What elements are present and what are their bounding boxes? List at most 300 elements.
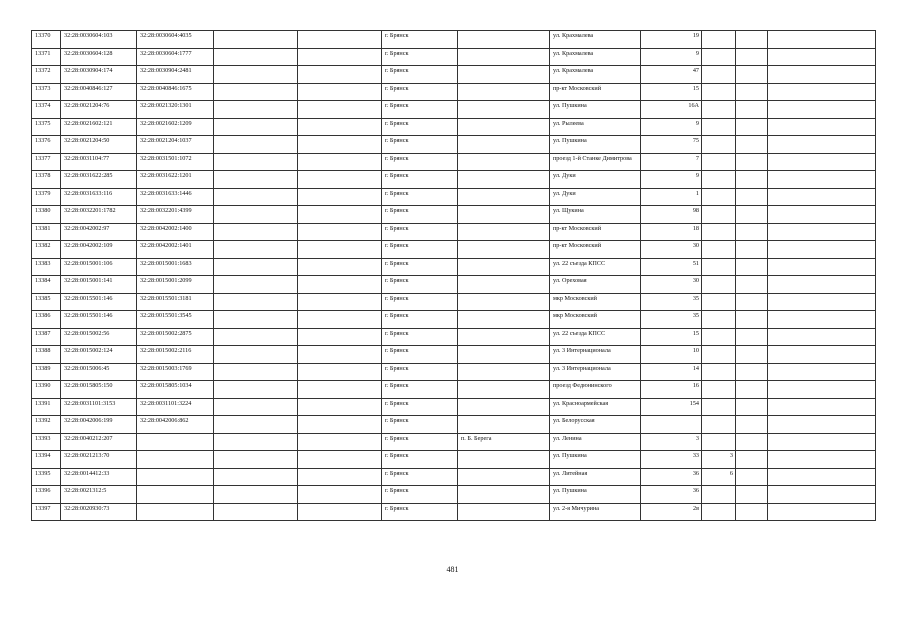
table-row <box>32 346 876 364</box>
empty-cell <box>736 451 768 469</box>
apartment-cell <box>702 311 736 329</box>
table-row <box>32 241 876 259</box>
street-cell: ул. Ленина <box>550 433 641 451</box>
building-number-cell: 32:28:0030604:4035 <box>137 31 214 49</box>
city-cell: г. Брянск <box>382 328 458 346</box>
street-cell: ул. 3 Интернационала <box>550 363 641 381</box>
empty-cell <box>768 31 876 49</box>
street-cell: ул. Дуки <box>550 171 641 189</box>
table-row <box>32 66 876 84</box>
house-number-cell: 1 <box>641 188 702 206</box>
table-row <box>32 398 876 416</box>
cadastral-number-cell: 32:28:0040212:207 <box>61 433 137 451</box>
city-cell: г. Брянск <box>382 153 458 171</box>
empty-cell <box>298 398 382 416</box>
record-number-cell: 13393 <box>32 433 61 451</box>
house-number-cell: 7 <box>641 153 702 171</box>
table-row <box>32 381 876 399</box>
building-number-cell: 32:28:0030604:1777 <box>137 48 214 66</box>
street-cell: ул. Дуки <box>550 188 641 206</box>
apartment-cell <box>702 416 736 434</box>
apartment-cell <box>702 346 736 364</box>
settlement-cell: п. Б. Берега <box>458 433 550 451</box>
apartment-cell <box>702 188 736 206</box>
cadastral-number-cell: 32:28:0042002:109 <box>61 241 137 259</box>
empty-cell <box>736 258 768 276</box>
empty-cell <box>298 276 382 294</box>
cadastral-number-cell: 32:28:0014412:33 <box>61 468 137 486</box>
empty-cell <box>298 486 382 504</box>
empty-cell <box>768 311 876 329</box>
empty-cell <box>768 486 876 504</box>
house-number-cell: 16А <box>641 101 702 119</box>
street-cell: проезд Федюнинского <box>550 381 641 399</box>
building-number-cell <box>137 503 214 521</box>
empty-cell <box>298 503 382 521</box>
house-number-cell: 154 <box>641 398 702 416</box>
city-cell: г. Брянск <box>382 293 458 311</box>
record-number-cell: 13388 <box>32 346 61 364</box>
settlement-cell <box>458 136 550 154</box>
street-cell: ул. Пушкина <box>550 101 641 119</box>
apartment-cell <box>702 31 736 49</box>
empty-cell <box>736 48 768 66</box>
empty-cell <box>298 206 382 224</box>
empty-cell <box>298 223 382 241</box>
cadastral-number-cell: 32:28:0015001:106 <box>61 258 137 276</box>
empty-cell <box>214 206 298 224</box>
empty-cell <box>298 468 382 486</box>
city-cell: г. Брянск <box>382 416 458 434</box>
apartment-cell <box>702 486 736 504</box>
settlement-cell <box>458 503 550 521</box>
building-number-cell <box>137 468 214 486</box>
settlement-cell <box>458 241 550 259</box>
house-number-cell: 30 <box>641 276 702 294</box>
record-number-cell: 13384 <box>32 276 61 294</box>
cadastral-number-cell: 32:28:0021213:70 <box>61 451 137 469</box>
city-cell: г. Брянск <box>382 503 458 521</box>
building-number-cell: 32:28:0042006:862 <box>137 416 214 434</box>
settlement-cell <box>458 48 550 66</box>
house-number-cell: 9 <box>641 48 702 66</box>
empty-cell <box>768 398 876 416</box>
empty-cell <box>736 416 768 434</box>
street-cell: ул. Литейная <box>550 468 641 486</box>
building-number-cell: 32:28:0015002:2875 <box>137 328 214 346</box>
empty-cell <box>214 241 298 259</box>
apartment-cell <box>702 241 736 259</box>
street-cell: мкр Московский <box>550 293 641 311</box>
house-number-cell: 14 <box>641 363 702 381</box>
city-cell: г. Брянск <box>382 276 458 294</box>
record-number-cell: 13380 <box>32 206 61 224</box>
empty-cell <box>298 293 382 311</box>
cadastral-number-cell: 32:28:0031104:77 <box>61 153 137 171</box>
apartment-cell <box>702 433 736 451</box>
empty-cell <box>768 223 876 241</box>
city-cell: г. Брянск <box>382 398 458 416</box>
cadastral-number-cell: 32:28:0021204:50 <box>61 136 137 154</box>
empty-cell <box>298 451 382 469</box>
cadastral-number-cell: 32:28:0032201:1782 <box>61 206 137 224</box>
table-row <box>32 276 876 294</box>
empty-cell <box>768 258 876 276</box>
empty-cell <box>736 503 768 521</box>
street-cell: ул. 22 съезда КПСС <box>550 328 641 346</box>
empty-cell <box>214 381 298 399</box>
building-number-cell: 32:28:0015003:1769 <box>137 363 214 381</box>
apartment-cell <box>702 276 736 294</box>
settlement-cell <box>458 206 550 224</box>
settlement-cell <box>458 486 550 504</box>
cadastral-number-cell: 32:28:0015002:56 <box>61 328 137 346</box>
city-cell: г. Брянск <box>382 206 458 224</box>
city-cell: г. Брянск <box>382 346 458 364</box>
empty-cell <box>768 416 876 434</box>
settlement-cell <box>458 118 550 136</box>
empty-cell <box>736 31 768 49</box>
cadastral-number-cell: 32:28:0040846:127 <box>61 83 137 101</box>
empty-cell <box>736 486 768 504</box>
empty-cell <box>736 171 768 189</box>
apartment-cell <box>702 66 736 84</box>
house-number-cell: 36 <box>641 468 702 486</box>
record-number-cell: 13383 <box>32 258 61 276</box>
table-row <box>32 311 876 329</box>
table-row <box>32 416 876 434</box>
empty-cell <box>214 468 298 486</box>
record-number-cell: 13379 <box>32 188 61 206</box>
empty-cell <box>768 66 876 84</box>
house-number-cell: 3 <box>641 433 702 451</box>
table-row <box>32 328 876 346</box>
cadastral-number-cell: 32:28:0021312:5 <box>61 486 137 504</box>
apartment-cell <box>702 118 736 136</box>
record-number-cell: 13373 <box>32 83 61 101</box>
empty-cell <box>768 328 876 346</box>
street-cell: ул. Красноармейская <box>550 398 641 416</box>
record-number-cell: 13386 <box>32 311 61 329</box>
apartment-cell <box>702 223 736 241</box>
cadastral-number-cell: 32:28:0042002:97 <box>61 223 137 241</box>
building-number-cell <box>137 486 214 504</box>
empty-cell <box>736 206 768 224</box>
empty-cell <box>736 328 768 346</box>
building-number-cell: 32:28:0031622:1201 <box>137 171 214 189</box>
table-row <box>32 48 876 66</box>
street-cell: ул. Пушкина <box>550 486 641 504</box>
empty-cell <box>736 363 768 381</box>
record-number-cell: 13392 <box>32 416 61 434</box>
street-cell: ул. 2-я Мичурина <box>550 503 641 521</box>
street-cell: ул. Крахмалева <box>550 66 641 84</box>
settlement-cell <box>458 398 550 416</box>
cadastral-number-cell: 32:28:0015001:141 <box>61 276 137 294</box>
empty-cell <box>298 258 382 276</box>
settlement-cell <box>458 328 550 346</box>
city-cell: г. Брянск <box>382 311 458 329</box>
apartment-cell <box>702 153 736 171</box>
settlement-cell <box>458 451 550 469</box>
empty-cell <box>298 416 382 434</box>
city-cell: г. Брянск <box>382 83 458 101</box>
empty-cell <box>768 101 876 119</box>
cadastral-number-cell: 32:28:0031622:285 <box>61 171 137 189</box>
house-number-cell: 9 <box>641 118 702 136</box>
apartment-cell <box>702 258 736 276</box>
empty-cell <box>214 503 298 521</box>
apartment-cell <box>702 48 736 66</box>
city-cell: г. Брянск <box>382 468 458 486</box>
record-number-cell: 13378 <box>32 171 61 189</box>
apartment-cell <box>702 206 736 224</box>
building-number-cell: 32:28:0021320:1301 <box>137 101 214 119</box>
empty-cell <box>214 293 298 311</box>
empty-cell <box>298 311 382 329</box>
settlement-cell <box>458 363 550 381</box>
record-number-cell: 13387 <box>32 328 61 346</box>
record-number-cell: 13396 <box>32 486 61 504</box>
record-number-cell: 13381 <box>32 223 61 241</box>
empty-cell <box>298 363 382 381</box>
page-number: 481 <box>446 565 459 574</box>
empty-cell <box>214 276 298 294</box>
street-cell: пр-кт Московский <box>550 241 641 259</box>
house-number-cell: 16 <box>641 381 702 399</box>
empty-cell <box>768 153 876 171</box>
house-number-cell: 35 <box>641 311 702 329</box>
empty-cell <box>214 328 298 346</box>
empty-cell <box>768 276 876 294</box>
settlement-cell <box>458 66 550 84</box>
empty-cell <box>768 241 876 259</box>
empty-cell <box>768 433 876 451</box>
empty-cell <box>298 83 382 101</box>
street-cell: ул. 22 съезда КПСС <box>550 258 641 276</box>
building-number-cell <box>137 451 214 469</box>
empty-cell <box>736 188 768 206</box>
empty-cell <box>768 381 876 399</box>
apartment-cell: 6 <box>702 468 736 486</box>
apartment-cell: 3 <box>702 451 736 469</box>
house-number-cell: 36 <box>641 486 702 504</box>
empty-cell <box>736 346 768 364</box>
settlement-cell <box>458 188 550 206</box>
cadastral-number-cell: 32:28:0015501:146 <box>61 311 137 329</box>
empty-cell <box>736 153 768 171</box>
record-number-cell: 13371 <box>32 48 61 66</box>
record-number-cell: 13376 <box>32 136 61 154</box>
record-number-cell: 13395 <box>32 468 61 486</box>
cadastral-number-cell: 32:28:0015805:150 <box>61 381 137 399</box>
empty-cell <box>768 503 876 521</box>
empty-cell <box>736 241 768 259</box>
building-number-cell: 32:28:0042002:1401 <box>137 241 214 259</box>
empty-cell <box>298 188 382 206</box>
empty-cell <box>214 101 298 119</box>
table-row <box>32 83 876 101</box>
table-row <box>32 223 876 241</box>
table-row <box>32 118 876 136</box>
settlement-cell <box>458 311 550 329</box>
house-number-cell: 47 <box>641 66 702 84</box>
apartment-cell <box>702 83 736 101</box>
empty-cell <box>768 48 876 66</box>
building-number-cell: 32:28:0015501:3181 <box>137 293 214 311</box>
city-cell: г. Брянск <box>382 223 458 241</box>
empty-cell <box>214 188 298 206</box>
settlement-cell <box>458 346 550 364</box>
building-number-cell: 32:28:0021602:1209 <box>137 118 214 136</box>
empty-cell <box>298 118 382 136</box>
cadastral-number-cell: 32:28:0031633:116 <box>61 188 137 206</box>
table-row <box>32 486 876 504</box>
table-row <box>32 363 876 381</box>
record-number-cell: 13370 <box>32 31 61 49</box>
empty-cell <box>298 101 382 119</box>
empty-cell <box>214 433 298 451</box>
empty-cell <box>736 66 768 84</box>
empty-cell <box>298 328 382 346</box>
empty-cell <box>298 136 382 154</box>
table-row <box>32 153 876 171</box>
apartment-cell <box>702 171 736 189</box>
street-cell: ул. Белорусская <box>550 416 641 434</box>
settlement-cell <box>458 381 550 399</box>
empty-cell <box>298 66 382 84</box>
empty-cell <box>298 433 382 451</box>
registry-table <box>31 30 876 521</box>
cadastral-number-cell: 32:28:0015002:124 <box>61 346 137 364</box>
empty-cell <box>298 171 382 189</box>
building-number-cell: 32:28:0021204:1037 <box>137 136 214 154</box>
building-number-cell: 32:28:0031501:1072 <box>137 153 214 171</box>
street-cell: ул. Щукина <box>550 206 641 224</box>
apartment-cell <box>702 293 736 311</box>
cadastral-number-cell: 32:28:0031101:3153 <box>61 398 137 416</box>
empty-cell <box>214 223 298 241</box>
house-number-cell: 33 <box>641 451 702 469</box>
empty-cell <box>214 346 298 364</box>
table-row <box>32 188 876 206</box>
empty-cell <box>298 31 382 49</box>
city-cell: г. Брянск <box>382 433 458 451</box>
settlement-cell <box>458 276 550 294</box>
house-number-cell: 51 <box>641 258 702 276</box>
building-number-cell <box>137 433 214 451</box>
building-number-cell: 32:28:0015002:2116 <box>137 346 214 364</box>
empty-cell <box>768 293 876 311</box>
empty-cell <box>736 118 768 136</box>
cadastral-number-cell: 32:28:0030604:103 <box>61 31 137 49</box>
empty-cell <box>298 48 382 66</box>
empty-cell <box>736 83 768 101</box>
city-cell: г. Брянск <box>382 136 458 154</box>
empty-cell <box>768 206 876 224</box>
settlement-cell <box>458 31 550 49</box>
house-number-cell: 10 <box>641 346 702 364</box>
building-number-cell: 32:28:0015501:3545 <box>137 311 214 329</box>
apartment-cell <box>702 381 736 399</box>
table-row <box>32 503 876 521</box>
empty-cell <box>768 451 876 469</box>
street-cell: ул. Крахмалева <box>550 48 641 66</box>
empty-cell <box>736 101 768 119</box>
street-cell: пр-кт Московский <box>550 83 641 101</box>
house-number-cell: 15 <box>641 83 702 101</box>
city-cell: г. Брянск <box>382 241 458 259</box>
empty-cell <box>298 346 382 364</box>
house-number-cell: 2в <box>641 503 702 521</box>
record-number-cell: 13389 <box>32 363 61 381</box>
settlement-cell <box>458 293 550 311</box>
table-row <box>32 468 876 486</box>
settlement-cell <box>458 258 550 276</box>
empty-cell <box>768 136 876 154</box>
street-cell: мкр Московский <box>550 311 641 329</box>
building-number-cell: 32:28:0015001:1683 <box>137 258 214 276</box>
city-cell: г. Брянск <box>382 48 458 66</box>
cadastral-number-cell: 32:28:0015006:45 <box>61 363 137 381</box>
record-number-cell: 13375 <box>32 118 61 136</box>
building-number-cell: 32:28:0030904:2481 <box>137 66 214 84</box>
table-row <box>32 451 876 469</box>
city-cell: г. Брянск <box>382 258 458 276</box>
table-row <box>32 258 876 276</box>
record-number-cell: 13382 <box>32 241 61 259</box>
table-row <box>32 136 876 154</box>
empty-cell <box>214 258 298 276</box>
cadastral-number-cell: 32:28:0021204:76 <box>61 101 137 119</box>
registry-table-body <box>32 31 876 521</box>
house-number-cell: 9 <box>641 171 702 189</box>
street-cell: ул. Пушкина <box>550 451 641 469</box>
empty-cell <box>214 48 298 66</box>
empty-cell <box>214 486 298 504</box>
house-number-cell: 75 <box>641 136 702 154</box>
city-cell: г. Брянск <box>382 188 458 206</box>
apartment-cell <box>702 328 736 346</box>
street-cell: ул. Ореховая <box>550 276 641 294</box>
street-cell: ул. Пушкина <box>550 136 641 154</box>
street-cell: ул. Рылеева <box>550 118 641 136</box>
empty-cell <box>736 276 768 294</box>
empty-cell <box>736 381 768 399</box>
record-number-cell: 13390 <box>32 381 61 399</box>
empty-cell <box>214 83 298 101</box>
cadastral-number-cell: 32:28:0015501:146 <box>61 293 137 311</box>
settlement-cell <box>458 416 550 434</box>
empty-cell <box>214 153 298 171</box>
street-cell: проезд 1-й Станке Димитрова <box>550 153 641 171</box>
empty-cell <box>214 311 298 329</box>
cadastral-number-cell: 32:28:0020930:73 <box>61 503 137 521</box>
empty-cell <box>214 398 298 416</box>
settlement-cell <box>458 101 550 119</box>
city-cell: г. Брянск <box>382 118 458 136</box>
building-number-cell: 32:28:0040846:1675 <box>137 83 214 101</box>
apartment-cell <box>702 398 736 416</box>
house-number-cell: 98 <box>641 206 702 224</box>
record-number-cell: 13394 <box>32 451 61 469</box>
apartment-cell <box>702 363 736 381</box>
empty-cell <box>768 363 876 381</box>
empty-cell <box>214 31 298 49</box>
empty-cell <box>214 171 298 189</box>
house-number-cell <box>641 416 702 434</box>
empty-cell <box>214 363 298 381</box>
